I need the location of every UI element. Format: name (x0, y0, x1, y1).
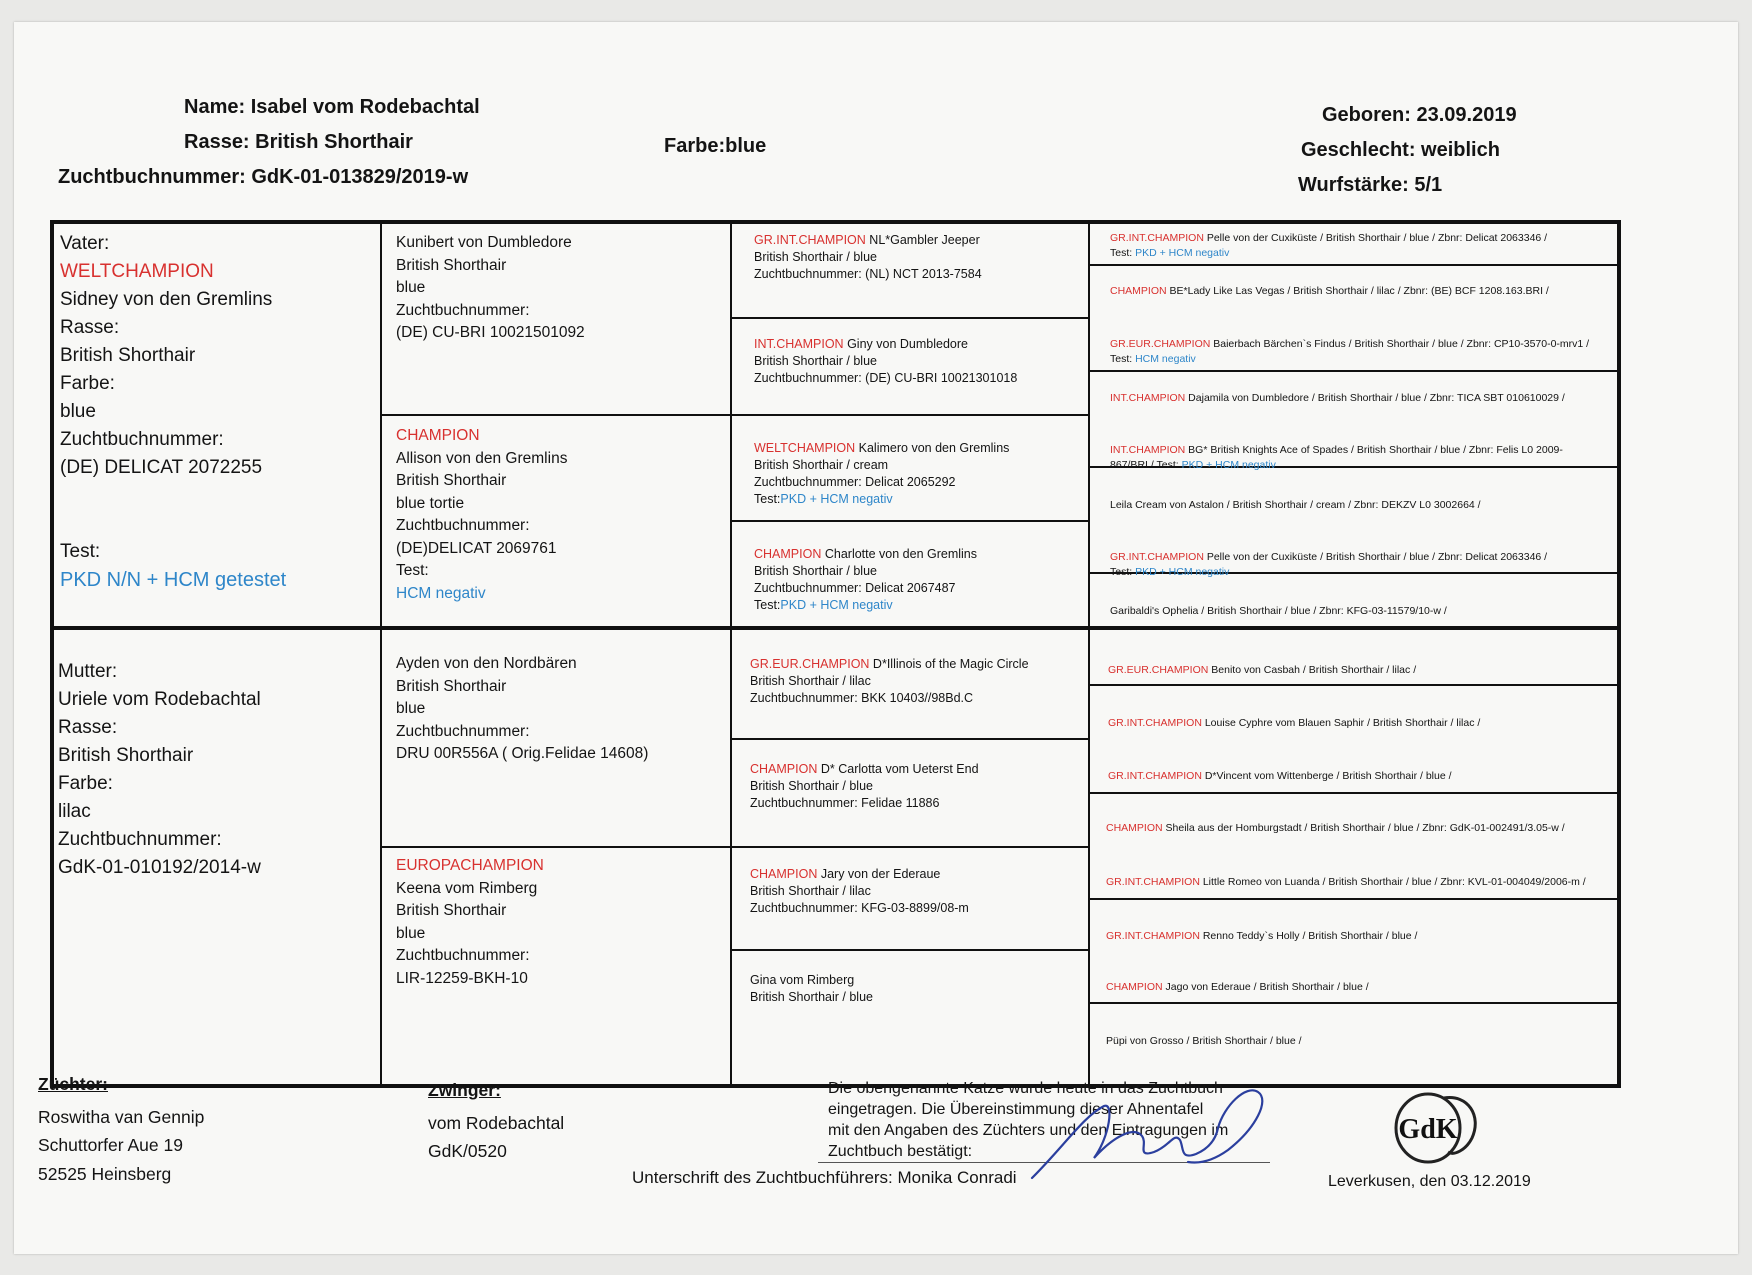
ggp-title: WELTCHAMPION (754, 441, 856, 455)
ggp-reg: Zuchtbuchnummer: Felidae 11886 (750, 796, 940, 810)
ggp-divider-3 (730, 738, 1090, 740)
grandparent-1 (396, 232, 585, 345)
dam-color-label: Farbe: (58, 773, 113, 794)
gggp-title: GR.EUR.CHAMPION (1108, 664, 1209, 676)
great-grandparent-4 (754, 546, 977, 614)
born-date: 23.09.2019 (1416, 104, 1517, 126)
kennel-label: Zwinger: (428, 1080, 501, 1100)
gggp-text: Baierbach Bärchen`s Findus / British Shorthair / blue / Zbnr: CP10-3570-0-mrv1 / Test: (1110, 338, 1590, 365)
sire-breed-label: Rasse: (60, 317, 120, 338)
ggp-title: INT.CHAMPION (754, 337, 844, 351)
sex-label: Geschlecht: (1301, 139, 1416, 161)
sire-cell (60, 230, 286, 594)
gp-title: CHAMPION (396, 427, 480, 444)
gp-name: Ayden von den Nordbären (396, 655, 577, 672)
gggp-title: GR.INT.CHAMPION (1106, 876, 1200, 888)
ggp-title: GR.INT.CHAMPION (754, 233, 866, 247)
col-divider-3 (1088, 220, 1090, 1088)
statement-line-1: Die obengenannte Katze wurde heute in das Zuchtbuch (828, 1080, 1223, 1097)
statement-line-2: eingetragen. Die Übereinstimmung dieser Ahnentafel (828, 1101, 1204, 1118)
gp-name: Allison von den Gremlins (396, 449, 568, 467)
gggp-entry-3 (1110, 337, 1600, 367)
sire-dam-divider (50, 626, 1621, 630)
gp-reg: (DE)DELICAT 2069761 (396, 539, 557, 557)
ggp-breed-color: British Shorthair / lilac (750, 884, 871, 898)
sire-color-label: Farbe: (60, 373, 115, 394)
gggp-divider-6 (1088, 792, 1621, 794)
gdk-logo-icon (1388, 1086, 1484, 1166)
sire-color: blue (60, 401, 96, 422)
ggp-test-label: Test: (754, 492, 781, 506)
ggp-reg: Zuchtbuchnummer: Delicat 2065292 (754, 475, 956, 489)
name-label: Name: (184, 96, 246, 118)
gggp-divider-8 (1088, 1002, 1621, 1004)
dam-name: Uriele vom Rodebachtal (58, 689, 261, 710)
great-grandparent-6 (750, 761, 979, 812)
gggp-entry-16 (1106, 1034, 1596, 1049)
breeder-name: Roswitha van Gennip (38, 1106, 205, 1127)
gggp-entry-10 (1108, 716, 1598, 731)
color-label: Farbe: (664, 135, 726, 157)
ggp-title: GR.EUR.CHAMPION (750, 657, 870, 671)
sire-test: PKD N/N + HCM getestet (60, 569, 287, 591)
dam-reg-label: Zuchtbuchnummer: (58, 829, 222, 850)
gggp-test: HCM negativ (1135, 353, 1196, 365)
gggp-text: BG* British Knights Ace of Spades / British Shorthair / blue / Zbnr: Felis L0 2009-867/BRI / Test: (1110, 444, 1563, 471)
ggp-name: NL*Gambler Jeeper (865, 233, 980, 247)
gggp-entry-14 (1106, 929, 1596, 944)
gp-breed: British Shorthair (396, 677, 507, 695)
gggp-title: CHAMPION (1106, 822, 1163, 834)
ggp-title: CHAMPION (750, 762, 818, 776)
logo-text: GdK (1398, 1114, 1458, 1145)
gggp-test-label: Test: (1110, 566, 1136, 578)
dam-reg: GdK-01-010192/2014-w (58, 857, 261, 878)
cat-name: Isabel vom Rodebachtal (250, 96, 480, 118)
gggp-divider-2 (1088, 370, 1621, 372)
sire-breed: British Shorthair (60, 345, 196, 366)
breeder-label: Züchter: (38, 1074, 108, 1094)
gp-title: EUROPACHAMPION (396, 857, 544, 874)
gp-color: blue tortie (396, 494, 465, 512)
ggp-reg: Zuchtbuchnummer: Delicat 2067487 (754, 581, 956, 595)
gp-color: blue (396, 279, 426, 296)
gggp-text: Püpi von Grosso / British Shorthair / blue / (1106, 1035, 1302, 1047)
header-born-row (1322, 104, 1517, 127)
gggp-entry-2 (1110, 284, 1600, 299)
place-date: Leverkusen, den 03.12.2019 (1328, 1173, 1531, 1190)
ggp-test-label: Test: (754, 598, 781, 612)
gp-breed: British Shorthair (396, 256, 507, 274)
ggp-name: Gina vom Rimberg (750, 973, 855, 987)
sire-reg: (DE) DELICAT 2072255 (60, 457, 263, 478)
gggp-test: PKD + HCM negativ (1181, 459, 1276, 471)
gp-breed: British Shorthair (396, 902, 507, 919)
gp-reg-label: Zuchtbuchnummer: (396, 517, 530, 534)
header-breed-row (184, 131, 413, 154)
breeder-street: Schuttorfer Aue 19 (38, 1135, 183, 1155)
ggp-title: CHAMPION (754, 547, 822, 561)
gp-name: Keena vom Rimberg (396, 879, 538, 897)
ggp-reg: Zuchtbuchnummer: (NL) NCT 2013-7584 (754, 267, 982, 281)
ggp-breed-color: British Shorthair / blue (754, 250, 877, 264)
great-grandparent-7 (750, 866, 969, 917)
signature-graphic (1024, 1066, 1274, 1186)
gggp-text: Benito von Casbah / British Shorthair / lilac / (1208, 664, 1417, 676)
gp-test-label: Test: (396, 562, 429, 579)
gp-divider-1 (380, 414, 1090, 416)
sire-reg-label: Zuchtbuchnummer: (60, 429, 224, 450)
gggp-title: GR.INT.CHAMPION (1108, 717, 1202, 729)
gggp-entry-7 (1110, 550, 1600, 580)
kennel-code: GdK/0520 (428, 1141, 507, 1161)
grandparent-4 (396, 855, 544, 990)
gggp-title: GR.EUR.CHAMPION (1110, 338, 1211, 350)
header-color-row (664, 135, 766, 158)
ggp-name: Jary von der Ederaue (817, 867, 941, 881)
gp-reg: LIR-12259-BKH-10 (396, 969, 528, 987)
great-grandparent-8 (750, 972, 873, 1006)
gp-color: blue (396, 700, 426, 717)
ggp-title: CHAMPION (750, 867, 818, 881)
gggp-text: Renno Teddy`s Holly / British Shorthair / blue / (1199, 930, 1418, 942)
ggp-breed-color: British Shorthair / blue (754, 564, 877, 578)
ggp-name: Kalimero von den Gremlins (855, 441, 1010, 455)
gggp-entry-6 (1110, 498, 1600, 513)
gggp-test: PKD + HCM negativ (1135, 247, 1230, 259)
gggp-text: Garibaldi's Ophelia / British Shorthair / blue / Zbnr: KFG-03-11579/10-w / (1110, 605, 1447, 617)
great-grandparent-3 (754, 440, 1009, 508)
gggp-title: GR.INT.CHAMPION (1110, 232, 1204, 244)
gggp-title: GR.INT.CHAMPION (1106, 930, 1200, 942)
gggp-divider-1 (1088, 264, 1621, 266)
gggp-text: Jago von Ederaue / British Shorthair / blue / (1162, 981, 1369, 993)
ggp-breed-color: British Shorthair / cream (754, 458, 889, 472)
gggp-entry-9 (1108, 663, 1598, 678)
kennel-name: vom Rodebachtal (428, 1112, 565, 1133)
gggp-entry-4 (1110, 391, 1600, 406)
gggp-text: Sheila aus der Homburgstadt / British Shorthair / blue / Zbnr: GdK-01-002491/3.05-w / (1162, 822, 1565, 834)
gdk-logo (1388, 1086, 1484, 1166)
gggp-test-label: Test: (1110, 247, 1136, 259)
cat-sex: weiblich (1421, 139, 1500, 161)
litter-size: 5/1 (1414, 174, 1443, 196)
ggp-name: Giny von Dumbledore (843, 337, 968, 351)
statement-line-3: mit den Angaben des Züchters und den Eintragungen im (828, 1122, 1229, 1139)
kennel-block (428, 1076, 564, 1166)
gggp-text: Leila Cream von Astalon / British Shorthair / cream / Zbnr: DEKZV L0 3002664 / (1110, 499, 1481, 511)
sire-title: WELTCHAMPION (60, 261, 214, 282)
grandparent-3 (396, 653, 648, 766)
gp-reg-label: Zuchtbuchnummer: (396, 947, 530, 964)
ggp-name: D*Illinois of the Magic Circle (869, 657, 1029, 671)
gp-reg: (DE) CU-BRI 10021501092 (396, 324, 585, 341)
great-grandparent-1 (754, 232, 982, 283)
gp-color: blue (396, 924, 426, 942)
breed-label: Rasse: (184, 131, 250, 153)
col-divider-2 (730, 220, 732, 1088)
grandparent-2 (396, 425, 567, 605)
gggp-title: INT.CHAMPION (1110, 392, 1186, 404)
gggp-text: Little Romeo von Luanda / British Shorthair / blue / Zbnr: KVL-01-004049/2006-m / (1199, 876, 1586, 888)
sire-test-label: Test: (60, 541, 101, 562)
dam-breed-label: Rasse: (58, 717, 118, 738)
header-reg-row (58, 166, 468, 189)
gggp-entry-13 (1106, 875, 1596, 890)
gggp-text: Dajamila von Dumbledore / British Shorthair / blue / Zbnr: TICA SBT 010610029 / (1185, 392, 1565, 404)
gp-name: Kunibert von Dumbledore (396, 234, 572, 251)
header-litter-row (1298, 174, 1442, 197)
ggp-reg: Zuchtbuchnummer: BKK 10403//98Bd.C (750, 691, 974, 705)
dam-cell (58, 658, 261, 882)
sire-role: Vater: (60, 233, 110, 254)
cat-color: blue (725, 135, 767, 157)
ggp-divider-1 (730, 317, 1090, 319)
gggp-entry-15 (1106, 980, 1596, 995)
great-grandparent-5 (750, 656, 1029, 707)
gggp-divider-5 (1088, 684, 1621, 686)
cat-reg-number: GdK-01-013829/2019-w (251, 166, 469, 188)
cat-breed: British Shorthair (255, 131, 413, 153)
born-label: Geboren: (1322, 104, 1411, 126)
dam-role: Mutter: (58, 661, 118, 682)
ggp-breed-color: British Shorthair / lilac (750, 674, 871, 688)
breeder-city: 52525 Heinsberg (38, 1163, 172, 1184)
header-sex-row (1301, 139, 1500, 162)
gggp-title: GR.INT.CHAMPION (1110, 551, 1204, 563)
reg-label: Zuchtbuchnummer: (58, 166, 246, 188)
ggp-reg: Zuchtbuchnummer: (DE) CU-BRI 10021301018 (754, 371, 1018, 385)
statement-line-4: Zuchtbuch bestätigt: (828, 1143, 973, 1160)
sire-name: Sidney von den Gremlins (60, 289, 273, 310)
gp-reg-label: Zuchtbuchnummer: (396, 301, 530, 319)
signature-caption: Unterschrift des Zuchtbuchführers: Monika Conradi (632, 1168, 1017, 1187)
ggp-test: PKD + HCM negativ (780, 598, 893, 612)
ggp-name: Charlotte von den Gremlins (821, 547, 978, 561)
gp-reg: DRU 00R556A ( Orig.Felidae 14608) (396, 745, 649, 762)
ggp-reg: Zuchtbuchnummer: KFG-03-8899/08-m (750, 901, 969, 915)
gggp-title: CHAMPION (1110, 285, 1167, 297)
pedigree-sheet (14, 22, 1738, 1254)
gggp-entry-1 (1110, 231, 1600, 261)
signature-stroke (1032, 1090, 1262, 1178)
gggp-title: CHAMPION (1106, 981, 1163, 993)
gggp-entry-5 (1110, 443, 1600, 473)
gggp-entry-12 (1106, 821, 1596, 836)
dam-breed: British Shorthair (58, 745, 194, 766)
gggp-text: BE*Lady Like Las Vegas / British Shorthair / lilac / Zbnr: (BE) BCF 1208.163.BRI / (1166, 285, 1549, 297)
gp-reg-label: Zuchtbuchnummer: (396, 722, 530, 740)
header-name-row (184, 96, 480, 119)
breeder-block (38, 1070, 204, 1188)
gggp-entry-11 (1108, 769, 1598, 784)
gggp-entry-8 (1110, 604, 1600, 619)
ggp-breed-color: British Shorthair / blue (750, 990, 873, 1004)
ggp-test: PKD + HCM negativ (780, 492, 893, 506)
great-grandparent-2 (754, 336, 1017, 387)
ggp-breed-color: British Shorthair / blue (754, 354, 877, 368)
gp-divider-2 (380, 846, 1090, 848)
dam-color: lilac (58, 801, 91, 822)
ggp-divider-4 (730, 949, 1090, 951)
ggp-divider-2 (730, 520, 1090, 522)
ggp-breed-color: British Shorthair / blue (750, 779, 873, 793)
gggp-divider-7 (1088, 898, 1621, 900)
gggp-text: Louise Cyphre vom Blauen Saphir / British Shorthair / lilac / (1201, 717, 1481, 729)
litter-label: Wurfstärke: (1298, 174, 1409, 196)
col-divider-1 (380, 220, 382, 1088)
gp-breed: British Shorthair (396, 472, 507, 489)
gggp-text: Pelle von der Cuxiküste / British Shorthair / blue / Zbnr: Delicat 2063346 / (1203, 232, 1548, 244)
gggp-text: Pelle von der Cuxiküste / British Shorthair / blue / Zbnr: Delicat 2063346 / (1203, 551, 1548, 563)
gggp-test: PKD + HCM negativ (1135, 566, 1230, 578)
gggp-title: GR.INT.CHAMPION (1108, 770, 1202, 782)
gp-test: HCM negativ (396, 584, 486, 602)
gggp-title: INT.CHAMPION (1110, 444, 1186, 456)
ggp-name: D* Carlotta vom Ueterst End (817, 762, 979, 776)
gggp-text: D*Vincent vom Wittenberge / British Shorthair / blue / (1201, 770, 1452, 782)
